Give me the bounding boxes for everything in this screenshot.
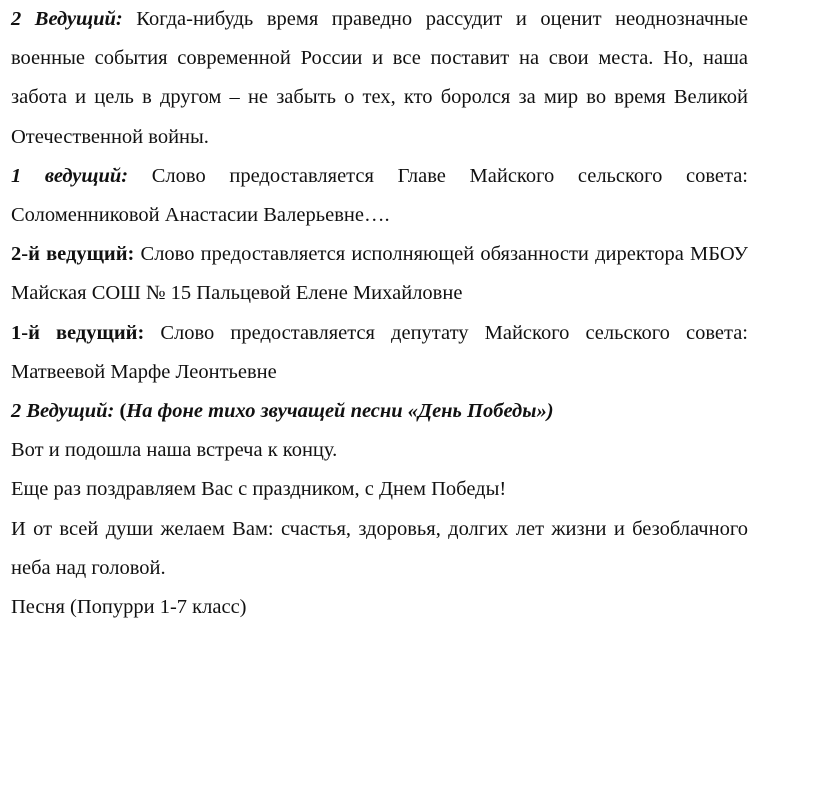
speaker-label: 2 Ведущий: xyxy=(11,400,115,423)
paragraph-host1-head-of-council xyxy=(11,157,748,235)
open-paren: ( xyxy=(114,400,127,423)
paragraph-wishes xyxy=(11,510,748,588)
paragraph-closing-2 xyxy=(11,470,748,509)
stage-direction: На фоне тихо звучащей песни «День Победы» xyxy=(126,400,547,423)
close-paren: ) xyxy=(546,400,554,423)
paragraph-text: Когда-нибудь время праведно рассудит и оценит неоднозначные военные события современной России и все поставит на свои места. Но, наша забота и цель в другом – не забыть о тех, кто боролся за мир во время Великой Отечественной войны. xyxy=(11,8,748,148)
paragraph-closing-1 xyxy=(11,431,748,470)
speaker-label: 1-й ведущий: xyxy=(11,321,145,344)
paragraph-host2-stage-direction xyxy=(11,392,748,431)
paragraph-text: И от всей души желаем Вам: счастья, здоровья, долгих лет жизни и безоблачного неба над головой. xyxy=(11,517,748,579)
speaker-label: 1 ведущий: xyxy=(11,164,129,187)
paragraph-host2-intro xyxy=(11,0,748,157)
paragraph-text: Песня (Попурри 1-7 класс) xyxy=(11,596,247,619)
paragraph-host1-deputy xyxy=(11,314,748,392)
paragraph-text: Слово предоставляется исполняющей обязанности директора МБОУ Майская СОШ № 15 Пальцевой Елене Михайловне xyxy=(11,243,748,305)
speaker-label: 2 Ведущий: xyxy=(11,8,123,30)
paragraph-text: Слово предоставляется Главе Майского сельского совета: Соломенниковой Анастасии Валерьевне…. xyxy=(11,164,748,227)
paragraph-text: Еще раз поздравляем Вас с праздником, с Днем Победы! xyxy=(11,478,507,501)
paragraph-song xyxy=(11,588,748,627)
paragraph-host2-director xyxy=(11,235,748,313)
speaker-label: 2-й ведущий: xyxy=(11,243,135,266)
document-body xyxy=(11,0,748,627)
paragraph-text: Вот и подошла наша встреча к концу. xyxy=(11,439,338,462)
paragraph-text: Слово предоставляется депутату Майского сельского совета: Матвеевой Марфе Леонтьевне xyxy=(11,321,748,383)
